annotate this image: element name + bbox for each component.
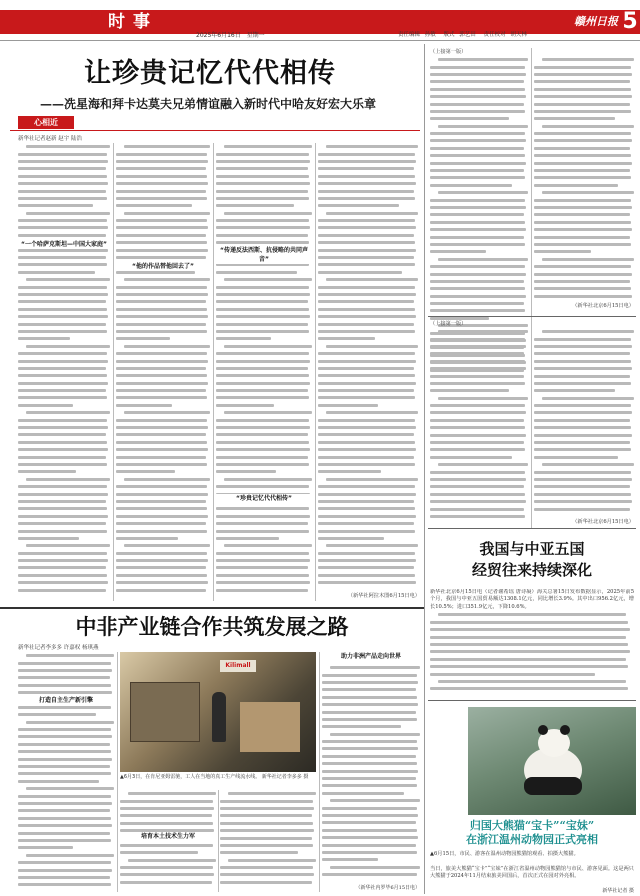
body-text <box>534 328 634 513</box>
right-top-source: （新华社北京6月15日电） <box>572 303 634 309</box>
body-text <box>116 143 210 594</box>
lead-subhead-2: “他的作品替他回去了” <box>116 262 210 271</box>
panda-ear-left <box>538 725 548 735</box>
body-text <box>216 143 312 594</box>
page-number: 5 <box>622 9 638 34</box>
panda-ear-right <box>560 725 570 735</box>
industry-subhead-3: 助力非洲产品走向世界 <box>340 653 401 660</box>
body-text <box>18 652 114 889</box>
trade-headline: 我国与中亚五国 经贸往来持续深化 <box>471 540 592 579</box>
body-text <box>322 664 420 878</box>
right-mid-col2 <box>534 328 634 518</box>
issue-weekday: 星期一 <box>246 32 265 39</box>
panda-box <box>428 700 636 894</box>
masthead <box>0 0 640 44</box>
panda-caption: ▲6月15日，市民、游客在温州动物园熊猫馆观看、拍摄大熊猫。 <box>430 851 579 857</box>
body-text <box>534 56 634 300</box>
panda-body: 当日，旅美大熊猫“宝卡”“宝妹”在浙江省温州动物园熊猫馆与市民、游客见面。这是两只大熊猫于2024年11月结束旅美回国后，首次正式在园对外亮相。 <box>430 866 634 880</box>
lead-body-col4 <box>318 143 418 591</box>
industry-col3 <box>220 790 316 892</box>
body-text <box>18 143 110 594</box>
lead-subhead-1: “一个哈萨克斯坦—中国大家庭” <box>18 240 110 249</box>
right-top-lead: （上接第一版） <box>430 49 467 55</box>
body-text <box>430 611 634 693</box>
industry-photo <box>120 652 316 772</box>
industry-subhead-1: 打造自主生产新引擎 <box>18 696 114 705</box>
section-title: 时事 <box>108 12 158 32</box>
lead-headline: 让珍贵记忆代代相传 <box>84 58 336 89</box>
lead-byline: 新华社记者赵新 赵宇 陆浩 <box>18 136 82 142</box>
industry-col1 <box>18 652 114 892</box>
industry-caption: ▲6月3日，在肯尼亚姆雷驰，工人在当地的真工生产线流水线。 新华社记者李多多 摄 <box>120 774 309 780</box>
body-text <box>220 790 316 886</box>
industry-subhead-2: 培育本土技术生力军 <box>120 832 216 841</box>
industry-headline: 中非产业链合作共筑发展之路 <box>75 614 349 639</box>
lead-body-col1 <box>18 143 110 601</box>
panda-legs <box>524 777 582 795</box>
industry-col2 <box>120 790 216 892</box>
lead-source: （新华社阿拉木图6月15日电） <box>347 593 420 599</box>
photo-boxes <box>240 702 300 752</box>
lead-subhead-4: “珍贵记忆代代相传” <box>216 494 312 503</box>
right-mid-source: （新华社北京6月15日电） <box>572 519 634 525</box>
photo-shelf <box>130 682 200 742</box>
lead-section-tag: 心相近 <box>18 116 74 129</box>
lead-subhead-3: “传递反法西斯、抗侵略的共同声音” <box>216 246 312 264</box>
photo-signboard: Kilimall <box>220 660 256 672</box>
panda-headline: 归国大熊猫“宝卡”“宝妹” 在浙江温州动物园正式亮相 <box>466 819 598 846</box>
editor-line: 责任编辑 孙敏 版式 郭艺田 责任校对 胡天林 <box>398 32 527 38</box>
industry-source: （新华社内罗毕6月15日电） <box>355 885 420 891</box>
right-mid-col1 <box>430 328 528 526</box>
issue-date: 2025年6月16日 <box>196 32 241 39</box>
right-mid-lead: （上接第一版） <box>430 321 467 327</box>
trade-body: 新华社北京6月15日电（记者谢希瑶 唐诗凝）海关总署15日发布数据显示，2025年前5个月，我国与中亚五国贸易额达1308.1亿元，同比增长3.9%。其中出口956.2亿元，增长10.5%；进口351.9亿元，下降10.6%。 <box>430 589 634 693</box>
paper-name: 赣州日报 <box>574 15 618 28</box>
panda-photo <box>468 707 636 815</box>
lead-body-col3 <box>216 143 312 601</box>
body-text <box>318 143 418 586</box>
date-box <box>196 30 265 39</box>
lead-body-col2 <box>116 143 210 601</box>
industry-byline: 新华社记者李多多 许嘉权 杨琪燕 <box>18 645 99 651</box>
trade-box <box>428 528 636 698</box>
right-top-col2 <box>534 56 634 302</box>
body-text <box>430 328 528 520</box>
section-bar <box>0 10 640 34</box>
panda-source: 新华社记者 摄 <box>602 888 634 894</box>
industry-col4 <box>322 664 420 884</box>
photo-worker <box>212 692 226 742</box>
lead-subhead: ——冼星海和拜卡达莫夫兄弟情谊融入新时代中哈友好宏大乐章 <box>40 97 377 111</box>
